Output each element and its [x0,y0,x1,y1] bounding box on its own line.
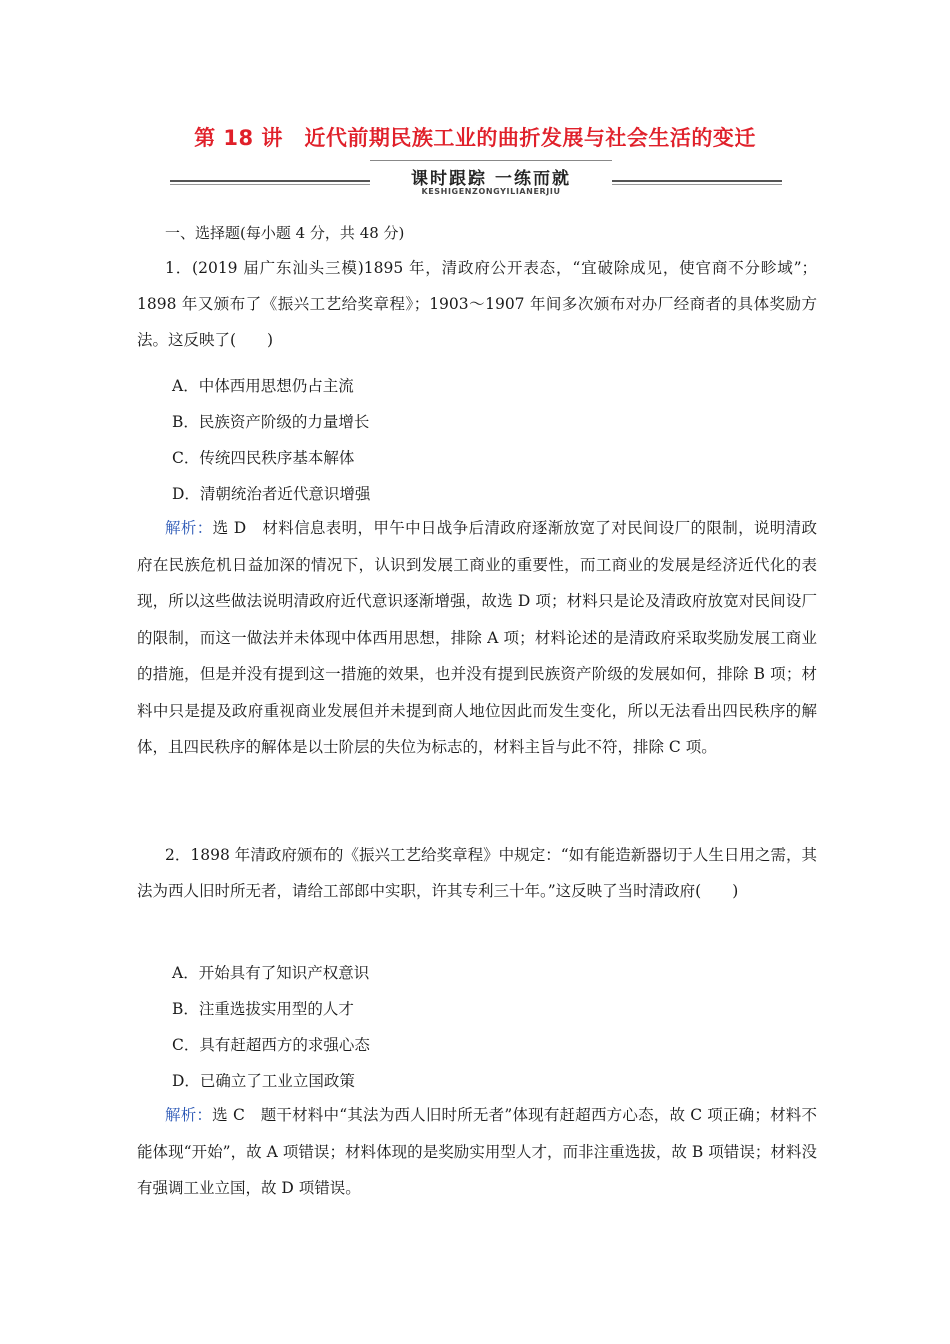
option-a: A．开始具有了知识产权意识 [172,964,370,982]
analysis-text: 选 D 材料信息表明，甲午中日战争后清政府逐渐放宽了对民间设厂的限制，说明清政府在民族危机日益加深的情况下，认识到发展工商业的重要性，而工商业的发展是经济近代化的表现，所以这些做法说明清政府近代意识逐渐增强，故选 D 项；材料只是论及清政府放宽对民间设厂的限制，而这一做法并未体现中体西用思想，排除 A 项；材料论述的是清政府采取奖励发展工商业的措施，但是并没有提到这一措施的效果，也并没有提到民族资产阶级的发展如何，排除 B 项；材料中只是提及政府重视商业发展但并未提到商人地位因此而发生变化，所以无法看出四民秩序的解体，且四民秩序的解体是以士阶层的失位为标志的，材料主旨与此不符，排除 C 项。 [137,519,817,756]
option-b: B．民族资产阶级的力量增长 [172,413,370,431]
option-a: A．中体西用思想仍占主流 [172,377,354,395]
option-d: D．已确立了工业立国政策 [172,1072,355,1090]
banner-rule-right-thin [612,184,782,185]
banner-rule-left-thin [170,184,370,185]
page-title: 第 18 讲 近代前期民族工业的曲折发展与社会生活的变迁 [194,126,756,150]
question-1 [137,250,817,358]
question-stem: 1．(2019 届广东汕头三模)1895 年，清政府公开表态，“宜破除成见，使官商不分畛域”；1898 年又颁布了《振兴工艺给奖章程》；1903～1907 年间多次颁布对办厂经商者的具体奖励方法。这反映了( ) [137,259,817,349]
section-banner [170,160,782,200]
analysis-2 [137,1097,817,1207]
banner-rule-left [170,180,370,182]
option-d: D．清朝统治者近代意识增强 [172,485,371,503]
option-b: B．注重选拔实用型的人才 [172,1000,354,1018]
banner-main-text: 课时跟踪 一练而就 [411,169,571,189]
banner-sub-text: KESHIGENZONGYILIANERJIU [421,187,561,196]
analysis-label: 解析： [165,519,213,537]
option-c: C．具有赶超西方的求强心态 [172,1036,370,1054]
analysis-text: 选 C 题干材料中“其法为西人旧时所无者”体现有赶超西方心态，故 C 项正确；材料不能体现“开始”，故 A 项错误；材料体现的是奖励实用型人才，而非注重选拔，故 B 项错误；材料没有强调工业立国，故 D 项错误。 [137,1106,817,1197]
analysis-1 [137,510,817,766]
analysis-label: 解析： [165,1106,213,1124]
section-heading: 一、选择题(每小题 4 分，共 48 分) [165,224,405,242]
option-c: C．传统四民秩序基本解体 [172,449,355,467]
banner-plate [370,160,612,201]
question-2 [137,837,817,909]
question-stem: 2．1898 年清政府颁布的《振兴工艺给奖章程》中规定：“如有能造新器切于人生日用之需，其法为西人旧时所无者，请给工部郎中实职，许其专利三十年。”这反映了当时清政府( ) [137,846,817,900]
banner-rule-right [612,180,782,182]
